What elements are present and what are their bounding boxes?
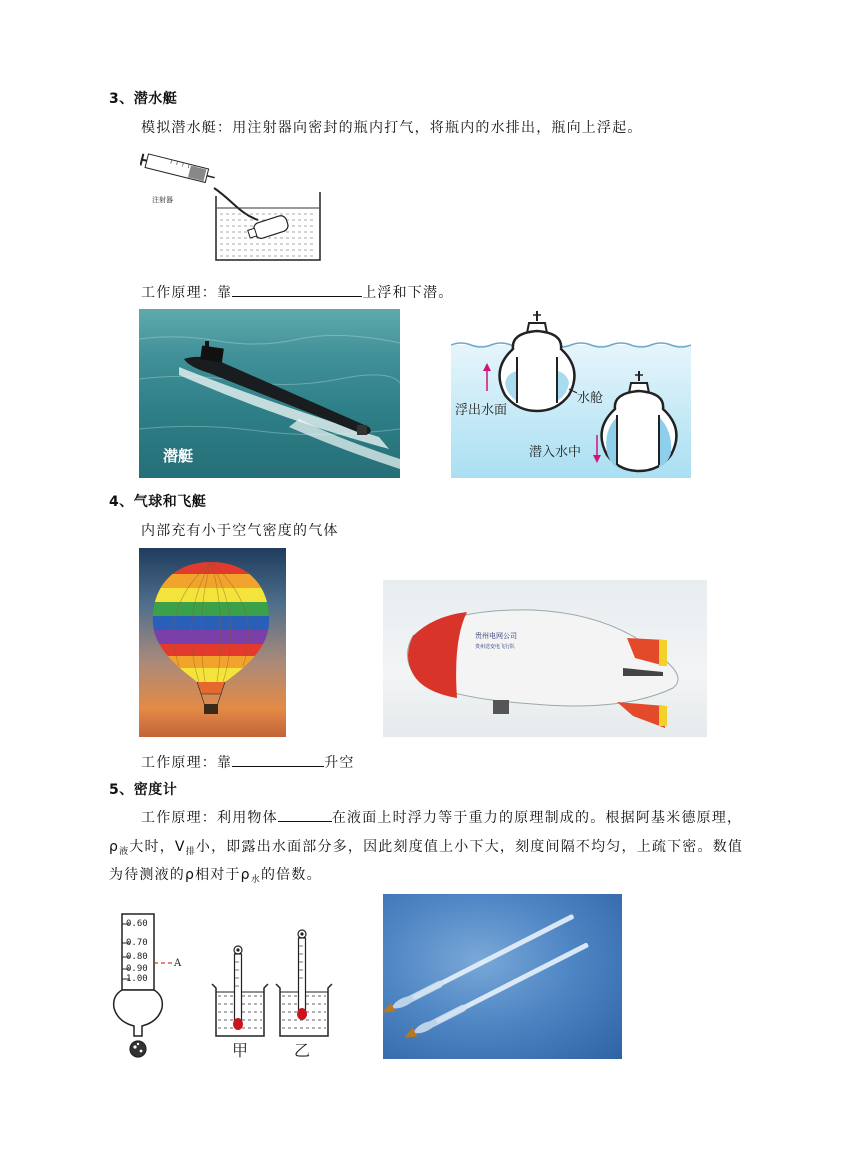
scale-tick-1: 0.70 (126, 938, 148, 948)
principle-prefix: 工作原理：靠 (141, 285, 233, 301)
section-5-heading: 5、密度计 (109, 782, 178, 798)
section-4-principle (141, 752, 355, 772)
line2-mid: 大时，V (129, 839, 186, 855)
answer-blank[interactable] (232, 282, 362, 297)
subscript-liquid: 液 (119, 847, 130, 857)
line1-prefix: 工作原理：利用物体 (141, 810, 278, 826)
hydrometer-photo (383, 894, 622, 1059)
section-5-line-3 (109, 864, 322, 885)
section-5-line-1 (141, 807, 742, 827)
scale-tick-4: 1.00 (126, 974, 148, 984)
line3-suffix: 的倍数。 (260, 867, 322, 883)
section-4-heading: 4、气球和飞艇 (109, 494, 207, 510)
section-3-intro: 模拟潜水艇：用注射器向密封的瓶内打气，将瓶内的水排出，瓶向上浮起。 (141, 120, 643, 136)
beakers-figure (208, 926, 340, 1062)
principle-suffix: 升空 (324, 755, 355, 771)
hydrometer-scale-figure (108, 912, 188, 1062)
answer-blank[interactable] (278, 807, 332, 822)
ballast-tank-label: 水舱 (577, 391, 604, 406)
scale-tick-0: 0.60 (126, 919, 148, 929)
line3-prefix: 为待测液的ρ相对于ρ (109, 867, 251, 883)
line2-rest: 小，即露出水面部分多，因此刻度值上小下大，刻度间隔不均匀，上疏下密。数值 (195, 839, 744, 855)
submarine-photo-caption: 潜艇 (163, 447, 194, 465)
section-3-heading: 3、潜水艇 (109, 91, 178, 107)
syringe-bottle-figure (140, 148, 325, 263)
airship-photo (383, 580, 707, 737)
line1-suffix: 在液面上时浮力等于重力的原理制成的。根据阿基米德原理， (331, 810, 743, 826)
principle-suffix: 上浮和下潜。 (362, 285, 454, 301)
subscript-water: 水 (250, 875, 261, 885)
answer-blank[interactable] (232, 752, 324, 767)
section-4-intro: 内部充有小于空气密度的气体 (141, 523, 339, 539)
float-label: 浮出水面 (455, 403, 508, 418)
airship-text-1: 贵州电网公司 (475, 632, 517, 640)
scale-tick-2: 0.80 (126, 952, 148, 962)
syringe-label: 注射器 (152, 196, 173, 204)
beaker-label-yi: 乙 (294, 1041, 311, 1060)
principle-prefix: 工作原理：靠 (141, 755, 233, 771)
beaker-label-jia: 甲 (232, 1041, 249, 1060)
airship-text-2: 贵州送变电飞行队 (475, 644, 516, 650)
submarine-photo (139, 309, 400, 478)
section-3-principle (141, 282, 453, 302)
submarine-diagram (451, 309, 691, 478)
section-5-line-2 (109, 836, 743, 857)
dive-label: 潜入水中 (529, 445, 582, 460)
scale-tick-3: 0.90 (126, 964, 148, 974)
rho-symbol: ρ (109, 839, 120, 855)
hot-air-balloon-photo (139, 548, 286, 737)
marker-label: A (174, 958, 182, 969)
subscript-displaced: 排 (185, 847, 196, 857)
